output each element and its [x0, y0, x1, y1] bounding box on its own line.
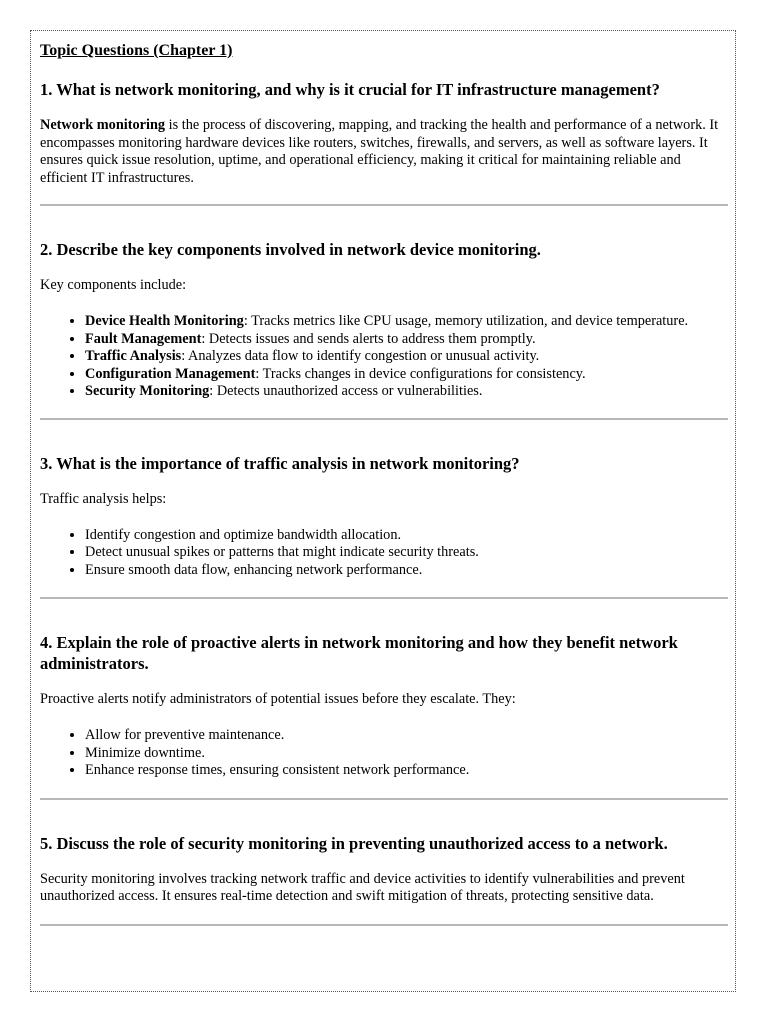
list-item-term: Security Monitoring [85, 383, 210, 400]
list-item [85, 313, 728, 331]
list-item-term: Fault Management [85, 330, 202, 347]
list-item [85, 331, 728, 349]
answer-5-text: Security monitoring involves tracking network traffic and device activities to identify vulnerabilities and prevent unauthorized access. It ensures real-time detection and swift mitigation of threats, protecting sensitive data. [40, 870, 685, 905]
question-4-heading: 4. Explain the role of proactive alerts in network monitoring and how they benefit network administrators. [40, 633, 678, 674]
list-item [85, 366, 728, 384]
list-item-term: Traffic Analysis [85, 348, 182, 365]
list-item-desc: : Detects issues and sends alerts to address them promptly. [201, 330, 536, 347]
list-item: • Minimize downtime. [85, 745, 728, 763]
list-item: • Detect unusual spikes or patterns that might indicate security threats. [85, 544, 728, 562]
list-item-desc: : Tracks changes in device configurations for consistency. [255, 365, 586, 382]
list-item: • Allow for preventive maintenance. [85, 727, 728, 745]
traffic-analysis-list [40, 527, 728, 580]
list-item-desc: : Analyzes data flow to identify congestion or unusual activity. [181, 348, 540, 365]
list-item: • Enhance response times, ensuring consistent network performance. [85, 762, 728, 780]
question-2-heading: 2. Describe the key components involved in network device monitoring. [40, 240, 541, 260]
answer-4-intro: Proactive alerts notify administrators of potential issues before they escalate. They: [40, 691, 516, 708]
question-5-heading: 5. Discuss the role of security monitoring in preventing unauthorized access to a network. [40, 833, 668, 853]
list-item-desc: : Detects unauthorized access or vulnerabilities. [209, 383, 483, 400]
list-item-term: Configuration Management [85, 365, 256, 382]
section-divider [40, 924, 728, 926]
list-item-desc: : Tracks metrics like CPU usage, memory utilization, and device temperature. [243, 312, 689, 329]
list-item: • Ensure smooth data flow, enhancing network performance. [85, 562, 728, 580]
list-item [85, 348, 728, 366]
list-item: • Identify congestion and optimize bandwidth allocation. [85, 527, 728, 545]
question-1-heading: 1. What is network monitoring, and why is it crucial for IT infrastructure management? [40, 80, 660, 99]
document-body [40, 40, 728, 926]
list-item-term: Device Health Monitoring [85, 312, 244, 329]
list-item [85, 383, 728, 401]
proactive-alerts-list [40, 727, 728, 780]
question-3-heading: 3. What is the importance of traffic analysis in network monitoring? [40, 453, 520, 473]
key-components-list [40, 313, 728, 401]
answer-2-intro: Key components include: [40, 277, 187, 294]
answer-1-rest: is the process of discovering, mapping, and tracking the health and performance of a network. It encompasses monitoring hardware devices like routers, switches, firewalls, and servers, as well as software layers. It ensures quick issue resolution, uptime, and operational efficiency, making it critical for maintaining reliable and efficient IT infrastructures. [40, 117, 719, 186]
answer-1-lead-term: Network monitoring [40, 117, 166, 133]
answer-1-text [40, 117, 728, 187]
answer-3-intro: Traffic analysis helps: [40, 490, 167, 507]
document-title: Topic Questions (Chapter 1) [40, 42, 233, 59]
